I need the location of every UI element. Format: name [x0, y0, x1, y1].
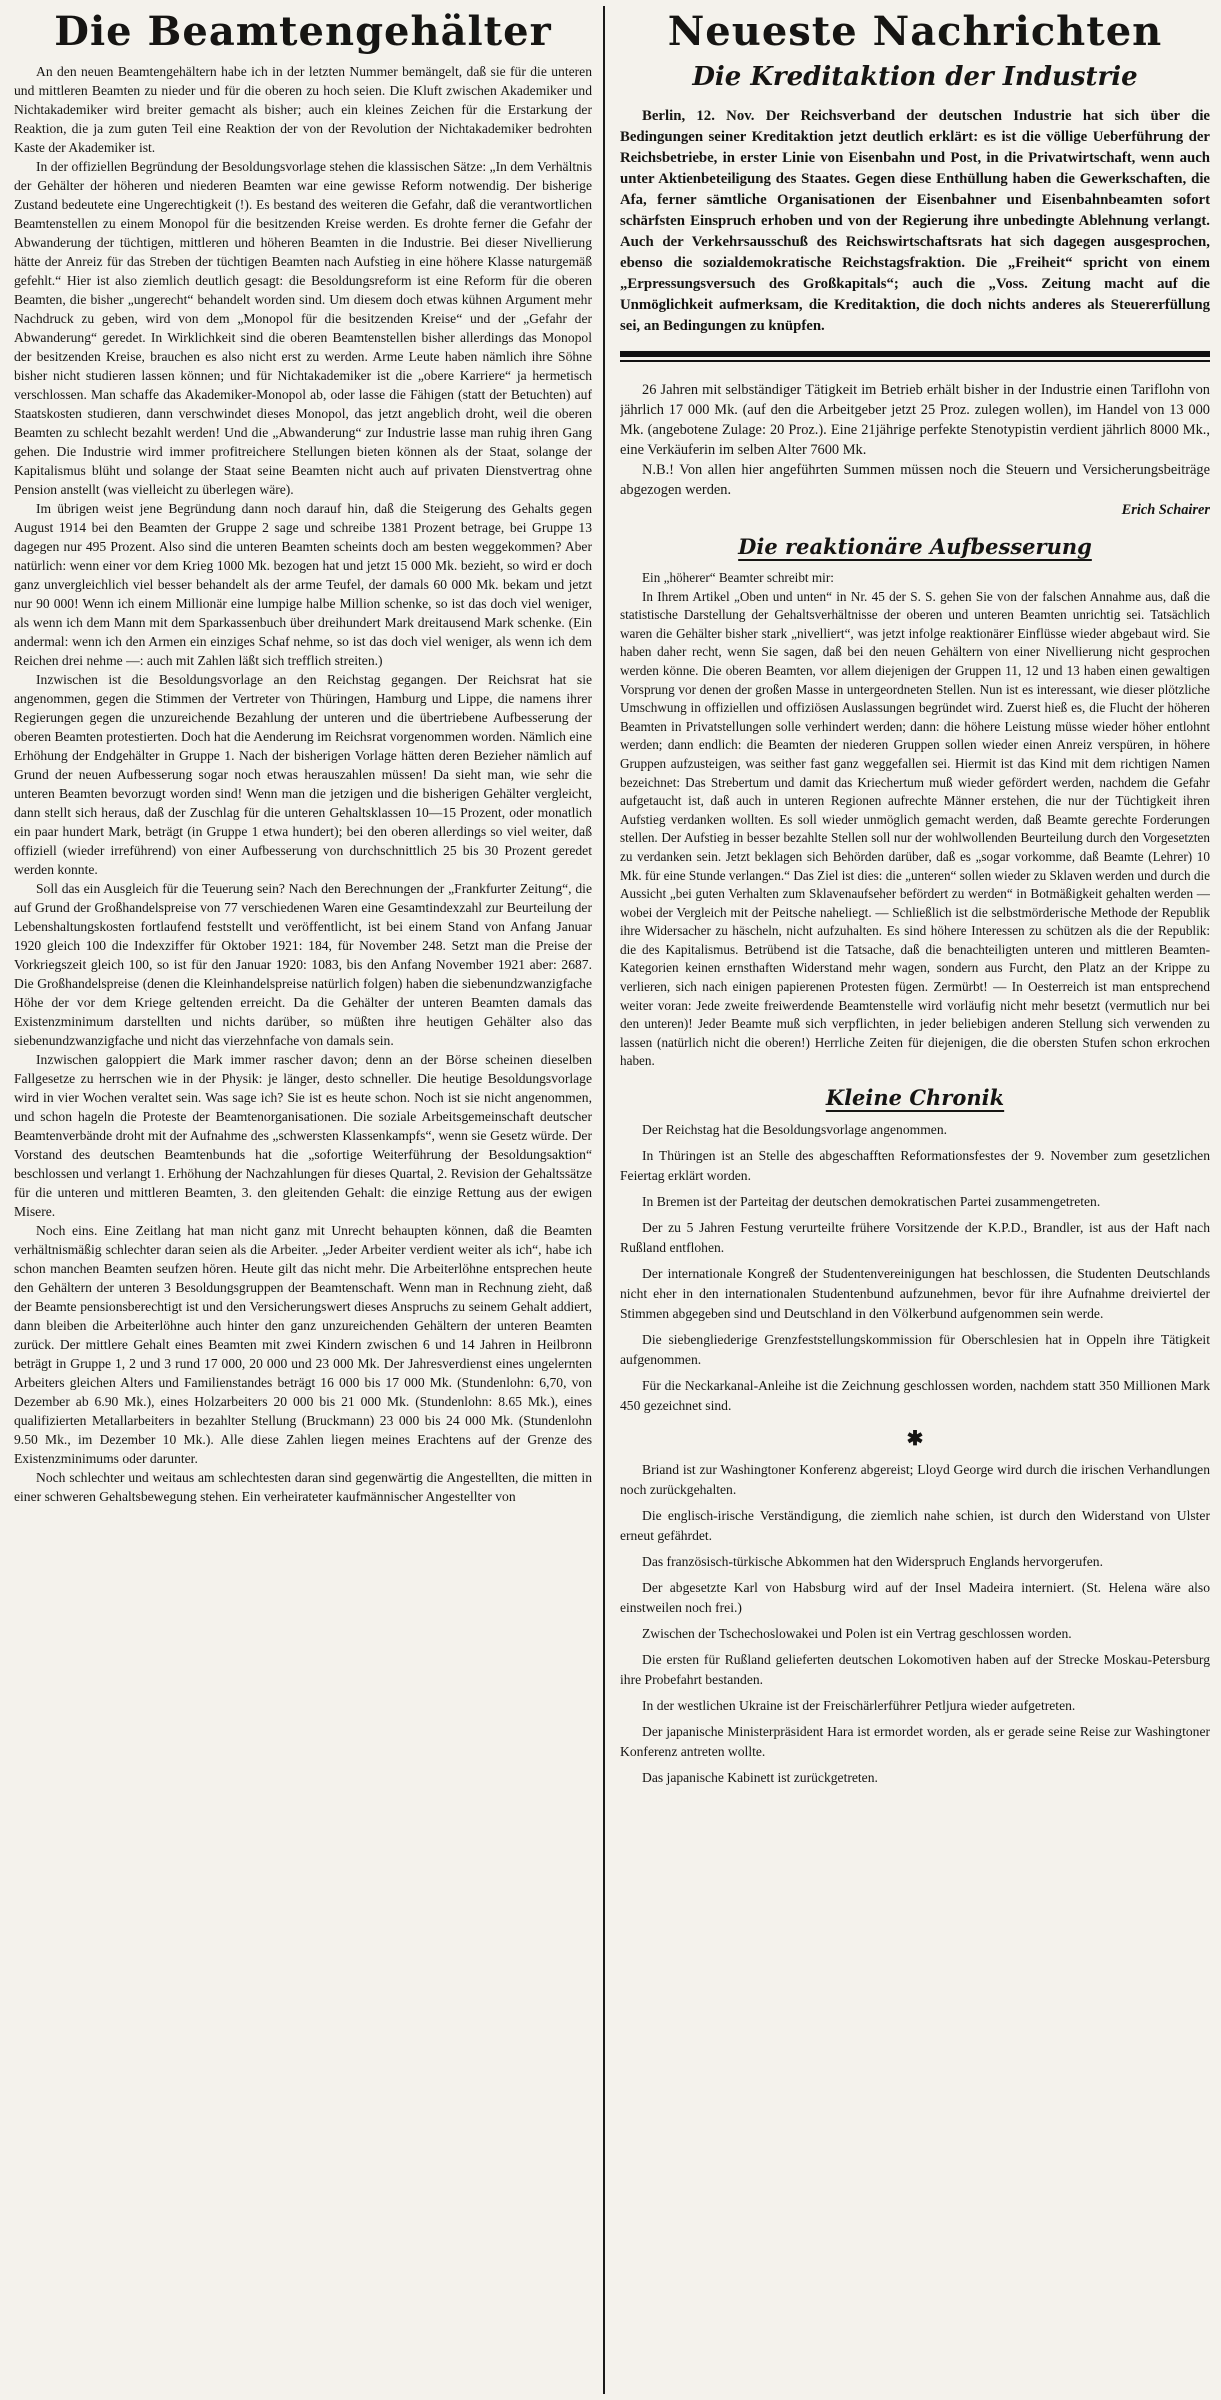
chronik-item: In Thüringen ist an Stelle des abgeschafften Reformationsfestes der 9. November zum gesetzlichen Feiertag erklärt worden. — [620, 1148, 1210, 1184]
article-paragraph: Inzwischen ist die Besoldungsvorlage an den Reichstag gegangen. Der Reichsrat hat sie angenommen, gegen die Stimmen der Vertreter von Thüringen, Hamburg und Lippe, die namens ihrer Regierungen gegen die unzureichende Bezahlung der unteren und die übertriebene Aufbesserung der oberen Beamten protestierten. Doch hat die Aenderung im Reichsrat vorgenommen worden. Nämlich eine Erhöhung der Endgehälter in Gruppe 1. Nach der bisherigen Vorlage hätten deren Bezieher nämlich auf Grund der neuen Aufbesserung sogar noch etwas herauszahlen müssen! Da sieht man, wie sehr die unteren Beamten bevorzugt worden sind! Wenn man die jetzigen und die bisherigen Gehälter vergleicht, dann stellt sich heraus, daß der Zuschlag für die unteren Gehaltsklassen 10—15 Prozent, oder monatlich ein paar hundert Mark, beträgt (in Gruppe 1 etwa hundert); bei den oberen allerdings so viel weiter, daß offiziell (wieder irreführend) von einer Aufbesserung von durchschnittlich 25 bis 30 Prozent geredet werden konnte. — [14, 672, 592, 877]
chronik-item: Der Reichstag hat die Besoldungsvorlage angenommen. — [642, 1122, 948, 1138]
chronik-item: Der zu 5 Jahren Festung verurteilte frühere Vorsitzende der K.P.D., Brandler, ist aus der Haft nach Rußland entflohen. — [620, 1220, 1210, 1256]
article-paragraph: Noch schlechter und weitaus am schlechtesten daran sind gegenwärtig die Angestellten, die mitten in einer schweren Gehaltsbewegung stehen. Ein verheirateter kaufmännischer Angestellter von — [14, 1470, 592, 1504]
notice-paragraph: N.B.! Von allen hier angeführten Summen müssen noch die Steuern und Versicherungsbeiträge abgezogen werden. — [620, 462, 1210, 498]
article2-body — [620, 569, 1210, 1071]
chronik-item: In Bremen ist der Parteitag der deutschen demokratischen Partei zusammengetreten. — [642, 1194, 1101, 1210]
chronik-item: Zwischen der Tschechoslowakei und Polen ist ein Vertrag geschlossen worden. — [642, 1626, 1072, 1642]
article-paragraph: An den neuen Beamtengehältern habe ich in der letzten Nummer bemängelt, daß sie für die unteren und mittleren Beamten zu nieder und für die oberen zu hoch seien. Die Kluft zwischen Akademiker und Nichtakademiker wird breiter gemacht als bisher; auch ein kleines Zeichen für die Erstarkung der Reaktion, die ja zum guten Teil eine Reaktion der von der Revolution der Nichtakademiker bedrohten Kaste der Akademiker ist. — [14, 64, 592, 155]
right-column — [620, 6, 1210, 2394]
lead-article — [620, 106, 1210, 337]
chronik-item: Der abgesetzte Karl von Habsburg wird auf der Insel Madeira interniert. (St. Helena wäre also einstweilen noch frei.) — [620, 1580, 1210, 1616]
chronik-item: Die englisch-irische Verständigung, die ziemlich nahe schien, ist durch den Widerstand von Ulster erneut gefährdet. — [620, 1508, 1210, 1544]
article-title-beamtengehaelter: Die Beamtengehälter — [54, 8, 552, 55]
chronik-item: Das japanische Kabinett ist zurückgetreten. — [642, 1770, 878, 1786]
article2-paragraph: In Ihrem Artikel „Oben und unten“ in Nr. 45 der S. S. gehen Sie von der falschen Annahme aus, daß die statistische Darstellung der Gehaltsverhältnisse der oberen und unteren Beamten unrichtig sei. Tatsächlich waren die Gehälter bisher stark „nivelliert“, was jetzt infolge reaktionärer Einflüsse wieder abgebaut wird. Sie haben daher recht, wenn Sie sagen, daß bei den neuen Gehältern von einer Nivellierung nicht gesprochen werden könne. Die oberen Beamten, vor allem diejenigen der Gruppen 11, 12 und 13 haben einen gewaltigen Vorsprung vor denen der großen Masse in untergeordneten Stellen. Nun ist es interessant, wie dieser plötzliche Umschwung in offiziellen und offiziösen Auslassungen begründet wird. Zuerst hieß es, die Flucht der höheren Beamten in Privatstellungen solle verhindert werden; dann: die höhere Leistung müsse wieder höher entlohnt werden; dann endlich: die Beamten der niederen Gruppen sollen wieder einen Anreiz verspüren, in höhere Gruppen aufzusteigen, was seither fast ganz weggefallen sei. Hiermit ist das Kind mit dem richtigen Namen bezeichnet: Das Strebertum und damit das Kriechertum muß wieder gefördert werden, nachdem die Gefahr aufgetaucht ist, daß auch in unteren Regionen aufrechte Männer erstehen, die nur der Tüchtigkeit ihren Aufstieg verdanken wollten. Es soll wieder unmöglich gemacht werden, daß Beamte gerechte Forderungen stellen. Der Aufstieg in besser bezahlte Stellen soll nur der wohlwollenden Beurteilung durch den Vorgesetzten zu verdanken sein. Jetzt beklagen sich Behörden darüber, daß es „sogar vorkomme, daß Beamte (Lehrer) 10 Mk. für eine Stunde verlangen.“ Das Ziel ist dies: die „unteren“ sollen wieder zu Sklaven werden und durch die Aussicht „bei guten Verhalten zum Sklavenaufseher befördert zu werden“ in Botmäßigkeit gehalten werden — wobei der Vergleich mit der Peitsche naheliegt. — Schließlich ist die selbstmörderische Methode der Republik ihre Widersacher zu häscheln, nicht aufzuhalten. Es sind höhere Interessen zu schützen als die der Republik: die des Kapitalismus. Betrübend ist die Tatsache, daß die benachteiligten unteren und mittleren Beamten-Kategorien keinen ernsthaften Widerstand mehr wagen, sondern aus Furcht, den Platz an der Krippe zu verlieren, sich nach einigen papierenen Protesten fügen. Zermürbt! — In Oesterreich ist man entsprechend weiter voran: Jede zweite freiwerdende Beamtenstelle wird vorläufig nicht mehr besetzt (vermutlich nur bei den unteren)! Jeder Beamte muß sich verpflichten, in jeder beliebigen anderen Stellung sich verwenden zu lassen (natürlich nicht die oberen!) Herrliche Zeiten für diejenigen, die die obersten Stufen schon erkrochen haben. — [620, 588, 1210, 1069]
lead-headline: Die Kreditaktion der Industrie — [692, 62, 1138, 92]
article-paragraph: Im übrigen weist jene Begründung dann noch darauf hin, daß die Steigerung des Gehalts gegen August 1914 bei den Beamten der Gruppe 2 sage und schreibe 1381 Prozent betrage, bei Gruppe 13 dagegen nur 495 Prozent. Also sind die unteren Beamten scheints doch am besten weggekommen? Aber natürlich: wenn einer vor dem Krieg 1000 Mk. bezogen hat und jetzt 15 000 Mk. bezieht, so wird er doch ganz unvergleichlich viel besser behandelt als der arme Teufel, der damals 60 000 Mk. bekam und jetzt nur 90 000! Wenn ich einem Millionär eine lumpige halbe Million schenke, so ist das doch viel weniger, als wenn ich dem Mann mit dem Sparkassenbuch über dreihundert Mark dreitausend Mark schenke. (Ein andermal: wenn ich den Armen ein einziges Schaf nehme, so ist das doch viel weniger, als wenn ich dem Reichen drei nehme —: auch mit Zahlen läßt sich trefflich streiten.) — [14, 501, 592, 668]
article2-paragraph: Ein „höherer“ Beamter schreibt mir: — [642, 570, 834, 585]
column-divider — [603, 6, 605, 2394]
chronik-item: Der internationale Kongreß der Studentenvereinigungen hat beschlossen, die Studenten Deutschlands nicht eher in den internationalen Studentenbund aufzunehmen, bevor für ihre Aufnahme dreiviertel der Stimmen abgegeben sind und Deutschland in den Völkerbund aufgenommen sein werde. — [620, 1266, 1210, 1322]
article-paragraph: In der offiziellen Begründung der Besoldungsvorlage stehen die klassischen Sätze: „In dem Verhältnis der Gehälter der höheren und niederen Beamten war eine gewisse Reform notwendig. Der bisherige Zustand bedeutete eine Ungerechtigkeit (!). Es bestand des weiteren die Gefahr, daß die verantwortlichen Beamtenstellen zu einem Monopol für die besitzenden Kreise werden. Es drohte ferner die Gefahr der Abwanderung der tüchtigen, mittleren und höheren Beamten in die Industrie. Bei dieser Nivellierung hätte der Anreiz für das Streben der tüchtigen Beamten nach Aufstieg in eine höhere Klasse naturgemäß gefehlt.“ Hier ist also ziemlich deutlich gesagt: die Besoldungsreform ist eine Reform für die oberen Beamten, die bisher „ungerecht“ behandelt worden sind. Um diesem doch etwas kühnen Argument mehr Nachdruck zu geben, wird von dem „Monopol für die besitzenden Kreise“ und der „Gefahr der Abwanderung“ geredet. In Wirklichkeit sind die oberen Beamtenstellen bisher allerdings das Monopol der besitzenden Kreise, brauchen es also nicht erst zu werden. Arme Leute haben nämlich ihre Söhne bisher nicht studieren lassen können; und für Nichtakademiker ist die „obere Karriere“ ja hermetisch verschlossen. Man schaffe das Akademiker-Monopol ab, oder lasse die Fähigen (statt der Betuchten) auf Staatskosten studieren, dann verschwindet dieses Monopol, das jetzt angeblich droht, weil die oberen Beamten zu schlecht bezahlt werden! Und die „Abwanderung“ zur Industrie lasse man ruhig ihren Gang gehen. Die Industrie wird immer profitreichere Stellungen bieten können als der Staat, solange der Kapitalismus blüht und solange der Staat seine Beamten nicht auch auf privaten Dienstvertrag ohne Pension anstellt (was vielleicht zu überlegen wäre). — [14, 159, 592, 497]
chronik-item: In der westlichen Ukraine ist der Freischärlerführer Petljura wieder aufgetreten. — [642, 1698, 1076, 1714]
notice-paragraph: 26 Jahren mit selbständiger Tätigkeit im Betrieb erhält bisher in der Industrie einen Tariflohn von jährlich 17 000 Mk. (auf den die Arbeitgeber jetzt 25 Proz. zulegen wollen), im Handel von 13 000 Mk. (angebotene Zulage: 20 Proz.). Eine 21jährige perfekte Stenotypistin verdient jährlich 8000 Mk., eine Verkäuferin im selben Alter 7600 Mk. — [620, 382, 1210, 458]
chronik-item: Briand ist zur Washingtoner Konferenz abgereist; Lloyd George wird durch die irischen Verhandlungen noch zurückgehalten. — [620, 1462, 1210, 1498]
chronik-item: Die ersten für Rußland gelieferten deutschen Lokomotiven haben auf der Strecke Moskau-Petersburg ihre Probefahrt bestanden. — [620, 1652, 1210, 1688]
left-column — [14, 6, 592, 2394]
chronik-item: Der japanische Ministerpräsident Hara ist ermordet worden, als er gerade seine Reise zur Washingtoner Konferenz antreten wollte. — [620, 1724, 1210, 1760]
author-signature: Erich Schairer — [1121, 502, 1210, 518]
article-paragraph: Noch eins. Eine Zeitlang hat man nicht ganz mit Unrecht behaupten können, daß die Beamten verhältnismäßig schlechter daran seien als die Arbeiter. „Jeder Arbeiter verdient weiter als ich“, habe ich schon manchen Beamten seufzen hören. Heute gilt das nicht mehr. Die Arbeiterlöhne entsprechen heute den Gehältern der unteren 3 Besoldungsgruppen der Beamtenschaft. Wenn man in Rechnung zieht, daß der Beamte pensionsberechtigt ist und den Versicherungswert dieses Anspruchs zu seinem Gehalt addiert, dann bleiben die Arbeiterlöhne auch hinter den ganz unzureichenden Gehältern der unteren Beamten zurück. Der mittlere Gehalt eines Beamten mit zwei Kindern zwischen 6 und 14 Jahren in Heilbronn beträgt in Gruppe 1, 2 und 3 rund 17 000, 20 000 und 23 000 Mk. Der Jahresverdienst eines ungelernten Arbeiters gleichen Alters und Familienstandes beträgt 16 000 bis 17 000 Mk. (Stundenlohn: 6,70, von Dezember ab 6.90 Mk.), eines Holzarbeiters 20 000 bis 21 000 Mk. (Stundenlohn: 8.65 Mk.), eines qualifizierten Metallarbeiters in bezahlter Stellung (Bruckmann) 23 000 bis 24 000 Mk. (Stundenlohn 9.50 Mk., im Dezember 10 Mk.). Alle diese Zahlen liegen meines Erachtens auf der Grenze des Existenzminimums oder darunter. — [14, 1223, 592, 1466]
chronik-item: Die siebengliederige Grenzfeststellungskommission für Oberschlesien hat in Oppeln ihre Tätigkeit aufgenommen. — [620, 1332, 1210, 1368]
chronik-headline: Kleine Chronik — [825, 1085, 1005, 1111]
section-rule — [620, 351, 1210, 362]
article-paragraph: Inzwischen galoppiert die Mark immer rascher davon; denn an der Börse scheinen dieselben Fallgesetze zu herrschen wie in der Physik: je länger, desto schneller. Die heutige Besoldungsvorlage wird in vier Wochen veraltet sein. Was sage ich? Sie ist es heute schon. Noch ist sie nicht angenommen, und schon hageln die Proteste der Beamtenorganisationen. Die soziale Arbeitsgemeinschaft deutscher Beamtenverbände droht mit der Aufnahme des „schwersten Klassenkampfs“, wenn sie Gesetz würde. Der Vorstand des deutschen Beamtenbunds hat die „sofortige Weiterführung der Besoldungsaktion“ beschlossen und verlangt 1. Erhöhung der Nachzahlungen für dieses Quartal, 2. Revision der Gehaltssätze für die unteren und mittleren Beamten, 3. den gleitenden Gehalt: die einzige Rettung aus der ewigen Misere. — [14, 1052, 592, 1219]
chronik-item: Das französisch-türkische Abkommen hat den Widerspruch Englands hervorgerufen. — [642, 1554, 1104, 1570]
article2-headline: Die reaktionäre Aufbesserung — [738, 534, 1092, 559]
lead-paragraph: Berlin, 12. Nov. Der Reichsverband der deutschen Industrie hat sich über die Bedingungen seiner Kreditaktion jetzt deutlich erklärt: es ist die völlige Ueberführung der Reichsbetriebe, in erster Linie von Eisenbahn und Post, in die Privatwirtschaft, wenn auch unter Aktienbeteiligung des Staates. Gegen diese Enthüllung haben die Gewerkschaften, die Afa, ferner sämtliche Organisationen der Eisenbahner und Eisenbahnbeamten sofort schärfsten Einspruch erhoben und von der Regierung ihre unbedingte Ablehnung verlangt. Auch der Verkehrsausschuß des Reichswirtschaftsrats hat sich dagegen ausgesprochen, ebenso die sozialdemokratische Reichstagsfraktion. Die „Freiheit“ spricht von einem „Erpressungsversuch des Großkapitals“; auch die „Voss. Zeitung macht auf die Unmöglichkeit aufmerksam, die Kreditaktion, die doch nichts anderes als Steuererfüllung sei, an Bedingungen zu knüpfen. — [620, 108, 1210, 334]
chronik-item: Für die Neckarkanal-Anleihe ist die Zeichnung geschlossen worden, nachdem statt 350 Millionen Mark 450 gezeichnet sind. — [620, 1378, 1210, 1414]
section-title-neueste-nachrichten: Neueste Nachrichten — [667, 8, 1163, 55]
continued-article — [620, 380, 1210, 500]
asterisk-divider-icon: ✱ — [906, 1426, 924, 1451]
article-paragraph: Soll das ein Ausgleich für die Teuerung sein? Nach den Berechnungen der „Frankfurter Zeitung“, die auf Grund der Großhandelspreise von 77 verschiedenen Waren eine Gesamtindexzahl zur Beurteilung der Lebenshaltungskosten fortlaufend feststellt und veröffentlicht, ist bei einem Stand von Anfang Januar 1920 gleich 100 die Indexziffer für Oktober 1921: 184, für November 248. Setzt man die Preise der Vorkriegszeit gleich 100, so ist für den Januar 1920: 1083, bis den Anfang November 1921 aber: 2687. Die Großhandelspreise (denen die Kleinhandelspreise natürlich folgen) haben die siebenundzwanzigfache Höhe der vor dem Kriege geltenden erreicht. Da die Gehälter der unteren Beamten damals das Existenzminimum darstellten und nichts darüber, so müßten ihre heutigen Gehälter also das siebenundzwanzigfache und nicht das vierzehnfache von damals sein. — [14, 881, 592, 1048]
chronik-list — [620, 1120, 1210, 1788]
